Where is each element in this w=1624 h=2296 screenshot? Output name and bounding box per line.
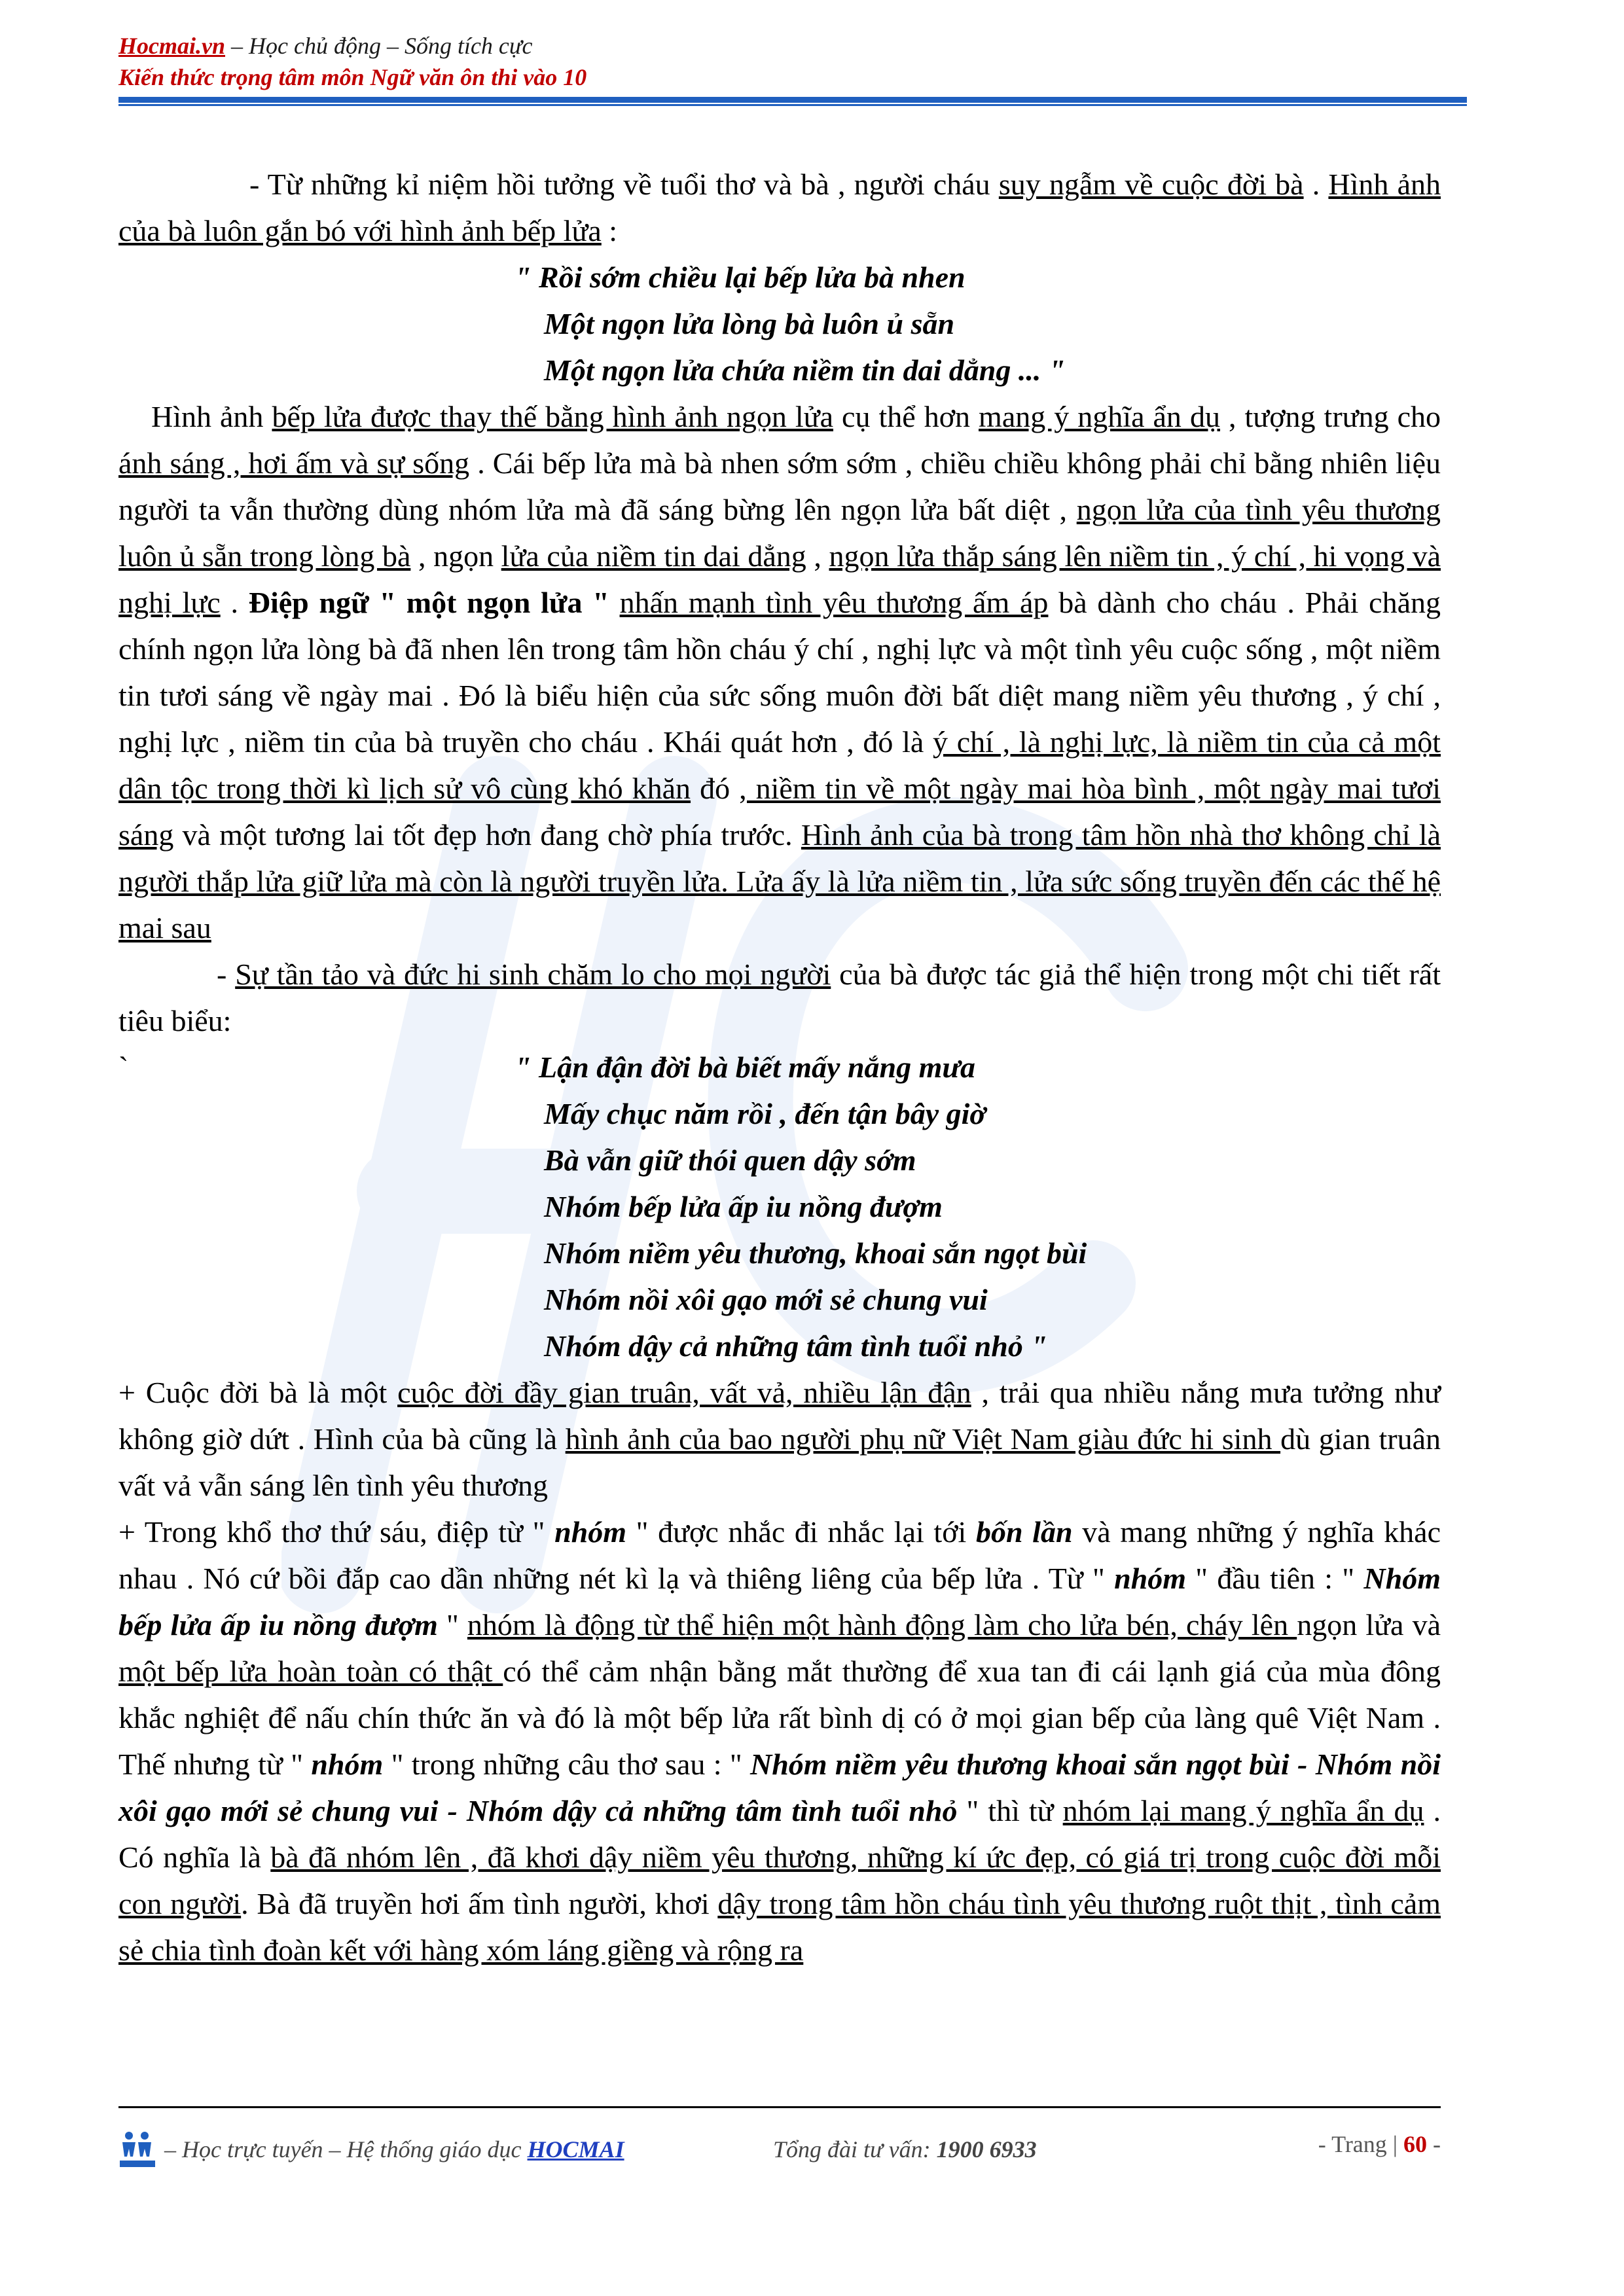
header-subject: Kiến thức trọng tâm môn Ngữ văn ôn thi vào 10 bbox=[118, 64, 587, 90]
header-tagline: – Học chủ động – Sống tích cực bbox=[230, 33, 533, 59]
poem-line: Nhóm niềm yêu thương, khoai sắn ngọt bùi bbox=[544, 1236, 1087, 1270]
paragraph-sacrifice: - Sự tần tảo và đức hi sinh chăm lo cho mọi người của bà được tác giả thể hiện trong một chi tiết rất tiêu biểu: bbox=[118, 958, 1441, 1037]
hotline-number: 1900 6933 bbox=[936, 2136, 1037, 2162]
document-body bbox=[118, 161, 1441, 1973]
poem-line: " Rồi sớm chiều lại bếp lửa bà nhen bbox=[514, 260, 965, 294]
hocmai-logo-icon bbox=[118, 2130, 156, 2170]
paragraph-hardship: + Cuộc đời bà là một cuộc đời đầy gian truân, vất vả, nhiều lận đận , trải qua nhiều nắng mưa tưởng như không giờ dứt . Hình của bà cũng là hình ảnh của bao người phụ nữ Việt Nam giàu đức hi sinh dù gian truân vất vả vẫn sáng lên tình yêu thương bbox=[118, 1376, 1441, 1502]
poem-line: Bà vẫn giữ thói quen dậy sớm bbox=[544, 1143, 916, 1177]
poem-excerpt-2 bbox=[514, 1044, 1441, 1369]
page-header bbox=[118, 30, 1467, 93]
paragraph-intro: - Từ những kỉ niệm hồi tưởng về tuổi thơ và bà , người cháu suy ngẫm về cuộc đời bà . Hình ảnh của bà luôn gắn bó với hình ảnh bếp lửa : bbox=[118, 168, 1441, 247]
site-link[interactable]: Hocmai.vn bbox=[118, 33, 225, 59]
header-divider bbox=[118, 97, 1467, 106]
hocmai-link[interactable]: HOCMAI bbox=[527, 2136, 624, 2162]
page-footer bbox=[118, 2130, 1441, 2170]
footer-hotline: Tổng đài tư vấn: 1900 6933 bbox=[773, 2136, 1037, 2162]
page-number: - Trang | 60 - bbox=[1318, 2131, 1441, 2157]
paragraph-analysis-fire: Hình ảnh bếp lửa được thay thế bằng hình ảnh ngọn lửa cụ thể hơn mang ý nghĩa ẩn dụ , tượng trưng cho ánh sáng , hơi ấm và sự sống . Cái bếp lửa mà bà nhen sớm sớm , chiều chiều không phải chỉ bằng nhiên liệu người ta vẫn thường dùng nhóm lửa mà đã sáng bừng lên ngọn lửa bất diệt , ngọn lửa của tình yêu thương luôn ủ sẵn trong lòng bà , ngọn lửa của niềm tin dai dẳng , ngọn lửa thắp sáng lên niềm tin , ý chí , hi vọng và nghị lực . Điệp ngữ " một ngọn lửa " nhấn mạnh tình yêu thương ấm áp bà dành cho cháu . Phải chăng chính ngọn lửa lòng bà đã nhen lên trong tâm hồn cháu ý chí , nghị lực và một tình yêu cuộc sống , một niềm tin tươi sáng về ngày mai . Đó là biểu hiện của sức sống muôn đời bất diệt mang niềm yêu thương , ý chí , nghị lực , niềm tin của bà truyền cho cháu . Khái quát hơn , đó là ý chí , là nghị lực, là niềm tin của cả một dân tộc trong thời kì lịch sử vô cùng khó khăn đó , niềm tin về một ngày mai hòa bình , một ngày mai tươi sáng và một tương lai tốt đẹp hơn đang chờ phía trước. Hình ảnh của bà trong tâm hồn nhà thơ không chỉ là người thắp lửa giữ lửa mà còn là người truyền lửa. Lửa ấy là lửa niềm tin , lửa sức sống truyền đến các thế hệ mai sau bbox=[118, 400, 1441, 944]
header-line bbox=[118, 30, 1467, 62]
poem-line: Một ngọn lửa chứa niềm tin dai dẳng ... " bbox=[544, 353, 1066, 387]
footer-divider bbox=[118, 2106, 1441, 2108]
poem-line: Một ngọn lửa lòng bà luôn ủ sẵn bbox=[544, 307, 955, 340]
footer-tagline: – Học trực tuyến – Hệ thống giáo dục HOCMAI bbox=[164, 2136, 624, 2162]
paragraph-nhom: + Trong khổ thơ thứ sáu, điệp từ " nhóm " được nhắc đi nhắc lại tới bốn lần và mang những ý nghĩa khác nhau . Nó cứ bồi đắp cao dần những nét kì lạ và thiêng liêng của bếp lửa . Từ " nhóm " đầu tiên : " Nhóm bếp lửa ấp iu nồng đượm " nhóm là động từ thể hiện một hành động làm cho lửa bén, cháy lên ngọn lửa và một bếp lửa hoàn toàn có thật có thể cảm nhận bằng mắt thường để xua tan đi cái lạnh giá của mùa đông khắc nghiệt để nấu chín thức ăn và đó là một bếp lửa rất bình dị có ở mọi gian bếp của làng quê Việt Nam . Thế nhưng từ " nhóm " trong những câu thơ sau : " Nhóm niềm yêu thương khoai sắn ngọt bùi - Nhóm nồi xôi gạo mới sẻ chung vui - Nhóm dậy cả những tâm tình tuổi nhỏ " thì từ nhóm lại mang ý nghĩa ẩn dụ . Có nghĩa là bà đã nhóm lên , đã khơi dậy niềm yêu thương, những kí ức đẹp, có giá trị trong cuộc đời mỗi con người. Bà đã truyền hơi ấm tình người, khơi dậy trong tâm hồn cháu tình yêu thương ruột thịt , tình cảm sẻ chia tình đoàn kết với hàng xóm láng giềng và rộng ra bbox=[118, 1515, 1441, 1967]
poem-line: Nhóm nồi xôi gạo mới sẻ chung vui bbox=[544, 1283, 988, 1316]
poem-line: Nhóm bếp lửa ấp iu nồng đượm bbox=[544, 1190, 943, 1223]
poem-line: " Lận đận đời bà biết mấy nắng mưa bbox=[514, 1050, 975, 1084]
stray-mark: ` bbox=[118, 1050, 129, 1084]
poem-line: Mấy chục năm rồi , đến tận bây giờ bbox=[544, 1097, 986, 1130]
poem-excerpt-1 bbox=[514, 254, 1441, 393]
poem-line: Nhóm dậy cả những tâm tình tuổi nhỏ " bbox=[544, 1329, 1047, 1363]
